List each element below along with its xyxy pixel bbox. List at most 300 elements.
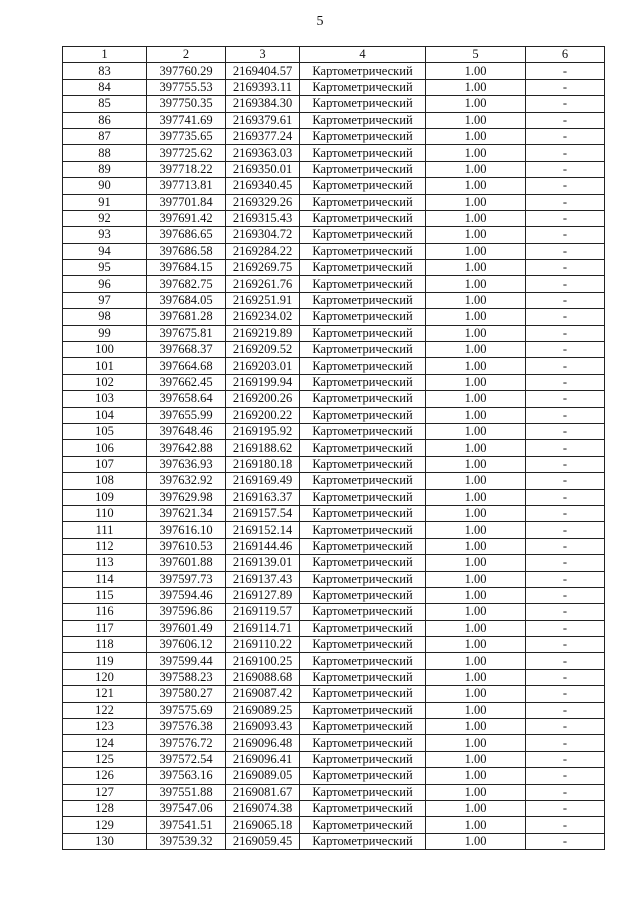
method-cell: Картометрический bbox=[300, 473, 426, 489]
note-cell: - bbox=[526, 325, 605, 341]
method-cell: Картометрический bbox=[300, 128, 426, 144]
table-row bbox=[63, 440, 605, 456]
x-coordinate-cell: 397642.88 bbox=[147, 440, 226, 456]
x-coordinate-cell: 397741.69 bbox=[147, 112, 226, 128]
note-cell: - bbox=[526, 292, 605, 308]
table-row bbox=[63, 128, 605, 144]
x-coordinate-cell: 397541.51 bbox=[147, 817, 226, 833]
accuracy-cell: 1.00 bbox=[426, 489, 526, 505]
note-cell: - bbox=[526, 96, 605, 112]
table-row bbox=[63, 456, 605, 472]
table-row bbox=[63, 63, 605, 79]
point-number-cell: 99 bbox=[63, 325, 147, 341]
table-row bbox=[63, 342, 605, 358]
note-cell: - bbox=[526, 735, 605, 751]
accuracy-cell: 1.00 bbox=[426, 587, 526, 603]
point-number-cell: 89 bbox=[63, 161, 147, 177]
method-cell: Картометрический bbox=[300, 456, 426, 472]
table-row bbox=[63, 669, 605, 685]
x-coordinate-cell: 397601.49 bbox=[147, 620, 226, 636]
point-number-cell: 105 bbox=[63, 423, 147, 439]
x-coordinate-cell: 397755.53 bbox=[147, 79, 226, 95]
accuracy-cell: 1.00 bbox=[426, 96, 526, 112]
column-header: 1 bbox=[63, 47, 147, 63]
x-coordinate-cell: 397686.58 bbox=[147, 243, 226, 259]
y-coordinate-cell: 2169114.71 bbox=[226, 620, 300, 636]
note-cell: - bbox=[526, 719, 605, 735]
method-cell: Картометрический bbox=[300, 587, 426, 603]
accuracy-cell: 1.00 bbox=[426, 719, 526, 735]
method-cell: Картометрический bbox=[300, 800, 426, 816]
x-coordinate-cell: 397610.53 bbox=[147, 538, 226, 554]
method-cell: Картометрический bbox=[300, 505, 426, 521]
x-coordinate-cell: 397588.23 bbox=[147, 669, 226, 685]
accuracy-cell: 1.00 bbox=[426, 276, 526, 292]
point-number-cell: 130 bbox=[63, 833, 147, 849]
point-number-cell: 123 bbox=[63, 719, 147, 735]
table-row bbox=[63, 538, 605, 554]
accuracy-cell: 1.00 bbox=[426, 342, 526, 358]
note-cell: - bbox=[526, 620, 605, 636]
note-cell: - bbox=[526, 637, 605, 653]
point-number-cell: 97 bbox=[63, 292, 147, 308]
table-row bbox=[63, 620, 605, 636]
coordinates-table bbox=[62, 46, 605, 850]
accuracy-cell: 1.00 bbox=[426, 194, 526, 210]
table-row bbox=[63, 604, 605, 620]
note-cell: - bbox=[526, 243, 605, 259]
y-coordinate-cell: 2169100.25 bbox=[226, 653, 300, 669]
method-cell: Картометрический bbox=[300, 260, 426, 276]
accuracy-cell: 1.00 bbox=[426, 79, 526, 95]
y-coordinate-cell: 2169110.22 bbox=[226, 637, 300, 653]
x-coordinate-cell: 397551.88 bbox=[147, 784, 226, 800]
table-row bbox=[63, 571, 605, 587]
accuracy-cell: 1.00 bbox=[426, 522, 526, 538]
x-coordinate-cell: 397539.32 bbox=[147, 833, 226, 849]
note-cell: - bbox=[526, 587, 605, 603]
table-row bbox=[63, 522, 605, 538]
accuracy-cell: 1.00 bbox=[426, 571, 526, 587]
table-row bbox=[63, 358, 605, 374]
method-cell: Картометрический bbox=[300, 210, 426, 226]
point-number-cell: 109 bbox=[63, 489, 147, 505]
y-coordinate-cell: 2169234.02 bbox=[226, 309, 300, 325]
x-coordinate-cell: 397735.65 bbox=[147, 128, 226, 144]
table-row bbox=[63, 194, 605, 210]
table-row bbox=[63, 555, 605, 571]
y-coordinate-cell: 2169219.89 bbox=[226, 325, 300, 341]
table-row bbox=[63, 817, 605, 833]
x-coordinate-cell: 397594.46 bbox=[147, 587, 226, 603]
note-cell: - bbox=[526, 112, 605, 128]
x-coordinate-cell: 397662.45 bbox=[147, 374, 226, 390]
y-coordinate-cell: 2169096.41 bbox=[226, 751, 300, 767]
y-coordinate-cell: 2169377.24 bbox=[226, 128, 300, 144]
x-coordinate-cell: 397686.65 bbox=[147, 227, 226, 243]
x-coordinate-cell: 397575.69 bbox=[147, 702, 226, 718]
method-cell: Картометрический bbox=[300, 423, 426, 439]
note-cell: - bbox=[526, 79, 605, 95]
note-cell: - bbox=[526, 194, 605, 210]
note-cell: - bbox=[526, 309, 605, 325]
method-cell: Картометрический bbox=[300, 669, 426, 685]
y-coordinate-cell: 2169152.14 bbox=[226, 522, 300, 538]
y-coordinate-cell: 2169363.03 bbox=[226, 145, 300, 161]
point-number-cell: 100 bbox=[63, 342, 147, 358]
y-coordinate-cell: 2169393.11 bbox=[226, 79, 300, 95]
note-cell: - bbox=[526, 538, 605, 554]
note-cell: - bbox=[526, 456, 605, 472]
method-cell: Картометрический bbox=[300, 309, 426, 325]
x-coordinate-cell: 397718.22 bbox=[147, 161, 226, 177]
table-row bbox=[63, 702, 605, 718]
point-number-cell: 111 bbox=[63, 522, 147, 538]
method-cell: Картометрический bbox=[300, 161, 426, 177]
table-row bbox=[63, 210, 605, 226]
table-row bbox=[63, 325, 605, 341]
note-cell: - bbox=[526, 768, 605, 784]
point-number-cell: 128 bbox=[63, 800, 147, 816]
method-cell: Картометрический bbox=[300, 374, 426, 390]
note-cell: - bbox=[526, 522, 605, 538]
point-number-cell: 86 bbox=[63, 112, 147, 128]
point-number-cell: 129 bbox=[63, 817, 147, 833]
table-header-row bbox=[63, 47, 605, 63]
method-cell: Картометрический bbox=[300, 292, 426, 308]
method-cell: Картометрический bbox=[300, 358, 426, 374]
note-cell: - bbox=[526, 571, 605, 587]
x-coordinate-cell: 397684.05 bbox=[147, 292, 226, 308]
method-cell: Картометрический bbox=[300, 440, 426, 456]
table-row bbox=[63, 735, 605, 751]
point-number-cell: 102 bbox=[63, 374, 147, 390]
table-row bbox=[63, 112, 605, 128]
y-coordinate-cell: 2169200.22 bbox=[226, 407, 300, 423]
point-number-cell: 106 bbox=[63, 440, 147, 456]
point-number-cell: 95 bbox=[63, 260, 147, 276]
y-coordinate-cell: 2169157.54 bbox=[226, 505, 300, 521]
y-coordinate-cell: 2169329.26 bbox=[226, 194, 300, 210]
table-row bbox=[63, 423, 605, 439]
method-cell: Картометрический bbox=[300, 243, 426, 259]
point-number-cell: 101 bbox=[63, 358, 147, 374]
x-coordinate-cell: 397599.44 bbox=[147, 653, 226, 669]
accuracy-cell: 1.00 bbox=[426, 210, 526, 226]
x-coordinate-cell: 397616.10 bbox=[147, 522, 226, 538]
accuracy-cell: 1.00 bbox=[426, 423, 526, 439]
y-coordinate-cell: 2169315.43 bbox=[226, 210, 300, 226]
point-number-cell: 88 bbox=[63, 145, 147, 161]
y-coordinate-cell: 2169169.49 bbox=[226, 473, 300, 489]
method-cell: Картометрический bbox=[300, 833, 426, 849]
method-cell: Картометрический bbox=[300, 342, 426, 358]
note-cell: - bbox=[526, 407, 605, 423]
point-number-cell: 116 bbox=[63, 604, 147, 620]
x-coordinate-cell: 397576.72 bbox=[147, 735, 226, 751]
x-coordinate-cell: 397648.46 bbox=[147, 423, 226, 439]
method-cell: Картометрический bbox=[300, 555, 426, 571]
method-cell: Картометрический bbox=[300, 768, 426, 784]
point-number-cell: 87 bbox=[63, 128, 147, 144]
y-coordinate-cell: 2169074.38 bbox=[226, 800, 300, 816]
method-cell: Картометрический bbox=[300, 63, 426, 79]
table-row bbox=[63, 489, 605, 505]
y-coordinate-cell: 2169199.94 bbox=[226, 374, 300, 390]
x-coordinate-cell: 397658.64 bbox=[147, 391, 226, 407]
method-cell: Картометрический bbox=[300, 522, 426, 538]
accuracy-cell: 1.00 bbox=[426, 538, 526, 554]
y-coordinate-cell: 2169089.05 bbox=[226, 768, 300, 784]
y-coordinate-cell: 2169065.18 bbox=[226, 817, 300, 833]
y-coordinate-cell: 2169180.18 bbox=[226, 456, 300, 472]
y-coordinate-cell: 2169127.89 bbox=[226, 587, 300, 603]
y-coordinate-cell: 2169089.25 bbox=[226, 702, 300, 718]
x-coordinate-cell: 397621.34 bbox=[147, 505, 226, 521]
method-cell: Картометрический bbox=[300, 751, 426, 767]
point-number-cell: 83 bbox=[63, 63, 147, 79]
note-cell: - bbox=[526, 555, 605, 571]
method-cell: Картометрический bbox=[300, 112, 426, 128]
method-cell: Картометрический bbox=[300, 571, 426, 587]
y-coordinate-cell: 2169203.01 bbox=[226, 358, 300, 374]
point-number-cell: 126 bbox=[63, 768, 147, 784]
table-row bbox=[63, 833, 605, 849]
point-number-cell: 108 bbox=[63, 473, 147, 489]
point-number-cell: 110 bbox=[63, 505, 147, 521]
table-row bbox=[63, 587, 605, 603]
y-coordinate-cell: 2169404.57 bbox=[226, 63, 300, 79]
column-header: 5 bbox=[426, 47, 526, 63]
method-cell: Картометрический bbox=[300, 686, 426, 702]
note-cell: - bbox=[526, 751, 605, 767]
column-header: 4 bbox=[300, 47, 426, 63]
table-row bbox=[63, 473, 605, 489]
point-number-cell: 117 bbox=[63, 620, 147, 636]
x-coordinate-cell: 397655.99 bbox=[147, 407, 226, 423]
point-number-cell: 104 bbox=[63, 407, 147, 423]
table-row bbox=[63, 145, 605, 161]
x-coordinate-cell: 397596.86 bbox=[147, 604, 226, 620]
method-cell: Картометрический bbox=[300, 276, 426, 292]
table-row bbox=[63, 407, 605, 423]
note-cell: - bbox=[526, 505, 605, 521]
table-row bbox=[63, 784, 605, 800]
point-number-cell: 103 bbox=[63, 391, 147, 407]
accuracy-cell: 1.00 bbox=[426, 161, 526, 177]
point-number-cell: 107 bbox=[63, 456, 147, 472]
point-number-cell: 124 bbox=[63, 735, 147, 751]
table-row bbox=[63, 686, 605, 702]
x-coordinate-cell: 397576.38 bbox=[147, 719, 226, 735]
x-coordinate-cell: 397682.75 bbox=[147, 276, 226, 292]
x-coordinate-cell: 397713.81 bbox=[147, 178, 226, 194]
method-cell: Картометрический bbox=[300, 391, 426, 407]
method-cell: Картометрический bbox=[300, 145, 426, 161]
point-number-cell: 122 bbox=[63, 702, 147, 718]
table-row bbox=[63, 227, 605, 243]
x-coordinate-cell: 397563.16 bbox=[147, 768, 226, 784]
accuracy-cell: 1.00 bbox=[426, 751, 526, 767]
column-header: 2 bbox=[147, 47, 226, 63]
accuracy-cell: 1.00 bbox=[426, 178, 526, 194]
method-cell: Картометрический bbox=[300, 325, 426, 341]
table-row bbox=[63, 276, 605, 292]
point-number-cell: 98 bbox=[63, 309, 147, 325]
note-cell: - bbox=[526, 817, 605, 833]
method-cell: Картометрический bbox=[300, 702, 426, 718]
point-number-cell: 119 bbox=[63, 653, 147, 669]
point-number-cell: 120 bbox=[63, 669, 147, 685]
y-coordinate-cell: 2169209.52 bbox=[226, 342, 300, 358]
point-number-cell: 125 bbox=[63, 751, 147, 767]
accuracy-cell: 1.00 bbox=[426, 358, 526, 374]
y-coordinate-cell: 2169087.42 bbox=[226, 686, 300, 702]
accuracy-cell: 1.00 bbox=[426, 407, 526, 423]
accuracy-cell: 1.00 bbox=[426, 686, 526, 702]
accuracy-cell: 1.00 bbox=[426, 325, 526, 341]
y-coordinate-cell: 2169284.22 bbox=[226, 243, 300, 259]
accuracy-cell: 1.00 bbox=[426, 637, 526, 653]
table-row bbox=[63, 653, 605, 669]
note-cell: - bbox=[526, 276, 605, 292]
x-coordinate-cell: 397632.92 bbox=[147, 473, 226, 489]
accuracy-cell: 1.00 bbox=[426, 768, 526, 784]
point-number-cell: 96 bbox=[63, 276, 147, 292]
y-coordinate-cell: 2169088.68 bbox=[226, 669, 300, 685]
accuracy-cell: 1.00 bbox=[426, 800, 526, 816]
accuracy-cell: 1.00 bbox=[426, 391, 526, 407]
note-cell: - bbox=[526, 358, 605, 374]
accuracy-cell: 1.00 bbox=[426, 260, 526, 276]
method-cell: Картометрический bbox=[300, 407, 426, 423]
point-number-cell: 90 bbox=[63, 178, 147, 194]
x-coordinate-cell: 397606.12 bbox=[147, 637, 226, 653]
accuracy-cell: 1.00 bbox=[426, 817, 526, 833]
y-coordinate-cell: 2169251.91 bbox=[226, 292, 300, 308]
note-cell: - bbox=[526, 342, 605, 358]
table-row bbox=[63, 309, 605, 325]
point-number-cell: 94 bbox=[63, 243, 147, 259]
table-row bbox=[63, 768, 605, 784]
y-coordinate-cell: 2169144.46 bbox=[226, 538, 300, 554]
table-body bbox=[63, 47, 605, 850]
y-coordinate-cell: 2169119.57 bbox=[226, 604, 300, 620]
accuracy-cell: 1.00 bbox=[426, 669, 526, 685]
table-row bbox=[63, 800, 605, 816]
point-number-cell: 93 bbox=[63, 227, 147, 243]
method-cell: Картометрический bbox=[300, 620, 426, 636]
y-coordinate-cell: 2169093.43 bbox=[226, 719, 300, 735]
y-coordinate-cell: 2169304.72 bbox=[226, 227, 300, 243]
method-cell: Картометрический bbox=[300, 817, 426, 833]
note-cell: - bbox=[526, 473, 605, 489]
x-coordinate-cell: 397664.68 bbox=[147, 358, 226, 374]
accuracy-cell: 1.00 bbox=[426, 555, 526, 571]
note-cell: - bbox=[526, 833, 605, 849]
table-row bbox=[63, 79, 605, 95]
note-cell: - bbox=[526, 178, 605, 194]
y-coordinate-cell: 2169059.45 bbox=[226, 833, 300, 849]
accuracy-cell: 1.00 bbox=[426, 833, 526, 849]
accuracy-cell: 1.00 bbox=[426, 456, 526, 472]
accuracy-cell: 1.00 bbox=[426, 63, 526, 79]
x-coordinate-cell: 397629.98 bbox=[147, 489, 226, 505]
note-cell: - bbox=[526, 391, 605, 407]
table-row bbox=[63, 374, 605, 390]
accuracy-cell: 1.00 bbox=[426, 620, 526, 636]
note-cell: - bbox=[526, 227, 605, 243]
point-number-cell: 92 bbox=[63, 210, 147, 226]
note-cell: - bbox=[526, 145, 605, 161]
note-cell: - bbox=[526, 423, 605, 439]
point-number-cell: 115 bbox=[63, 587, 147, 603]
note-cell: - bbox=[526, 784, 605, 800]
y-coordinate-cell: 2169195.92 bbox=[226, 423, 300, 439]
method-cell: Картометрический bbox=[300, 735, 426, 751]
x-coordinate-cell: 397580.27 bbox=[147, 686, 226, 702]
point-number-cell: 84 bbox=[63, 79, 147, 95]
note-cell: - bbox=[526, 128, 605, 144]
table-row bbox=[63, 751, 605, 767]
accuracy-cell: 1.00 bbox=[426, 473, 526, 489]
point-number-cell: 121 bbox=[63, 686, 147, 702]
method-cell: Картометрический bbox=[300, 79, 426, 95]
point-number-cell: 91 bbox=[63, 194, 147, 210]
accuracy-cell: 1.00 bbox=[426, 292, 526, 308]
x-coordinate-cell: 397701.84 bbox=[147, 194, 226, 210]
note-cell: - bbox=[526, 210, 605, 226]
note-cell: - bbox=[526, 63, 605, 79]
method-cell: Картометрический bbox=[300, 719, 426, 735]
note-cell: - bbox=[526, 800, 605, 816]
y-coordinate-cell: 2169139.01 bbox=[226, 555, 300, 571]
y-coordinate-cell: 2169163.37 bbox=[226, 489, 300, 505]
y-coordinate-cell: 2169340.45 bbox=[226, 178, 300, 194]
x-coordinate-cell: 397725.62 bbox=[147, 145, 226, 161]
method-cell: Картометрический bbox=[300, 637, 426, 653]
x-coordinate-cell: 397691.42 bbox=[147, 210, 226, 226]
accuracy-cell: 1.00 bbox=[426, 604, 526, 620]
y-coordinate-cell: 2169384.30 bbox=[226, 96, 300, 112]
accuracy-cell: 1.00 bbox=[426, 702, 526, 718]
accuracy-cell: 1.00 bbox=[426, 440, 526, 456]
method-cell: Картометрический bbox=[300, 489, 426, 505]
method-cell: Картометрический bbox=[300, 227, 426, 243]
accuracy-cell: 1.00 bbox=[426, 784, 526, 800]
method-cell: Картометрический bbox=[300, 653, 426, 669]
point-number-cell: 85 bbox=[63, 96, 147, 112]
x-coordinate-cell: 397636.93 bbox=[147, 456, 226, 472]
method-cell: Картометрический bbox=[300, 178, 426, 194]
note-cell: - bbox=[526, 669, 605, 685]
note-cell: - bbox=[526, 440, 605, 456]
y-coordinate-cell: 2169261.76 bbox=[226, 276, 300, 292]
accuracy-cell: 1.00 bbox=[426, 145, 526, 161]
method-cell: Картометрический bbox=[300, 784, 426, 800]
x-coordinate-cell: 397750.35 bbox=[147, 96, 226, 112]
note-cell: - bbox=[526, 489, 605, 505]
table-row bbox=[63, 637, 605, 653]
y-coordinate-cell: 2169188.62 bbox=[226, 440, 300, 456]
y-coordinate-cell: 2169350.01 bbox=[226, 161, 300, 177]
table-row bbox=[63, 391, 605, 407]
x-coordinate-cell: 397684.15 bbox=[147, 260, 226, 276]
y-coordinate-cell: 2169137.43 bbox=[226, 571, 300, 587]
method-cell: Картометрический bbox=[300, 194, 426, 210]
accuracy-cell: 1.00 bbox=[426, 374, 526, 390]
point-number-cell: 112 bbox=[63, 538, 147, 554]
